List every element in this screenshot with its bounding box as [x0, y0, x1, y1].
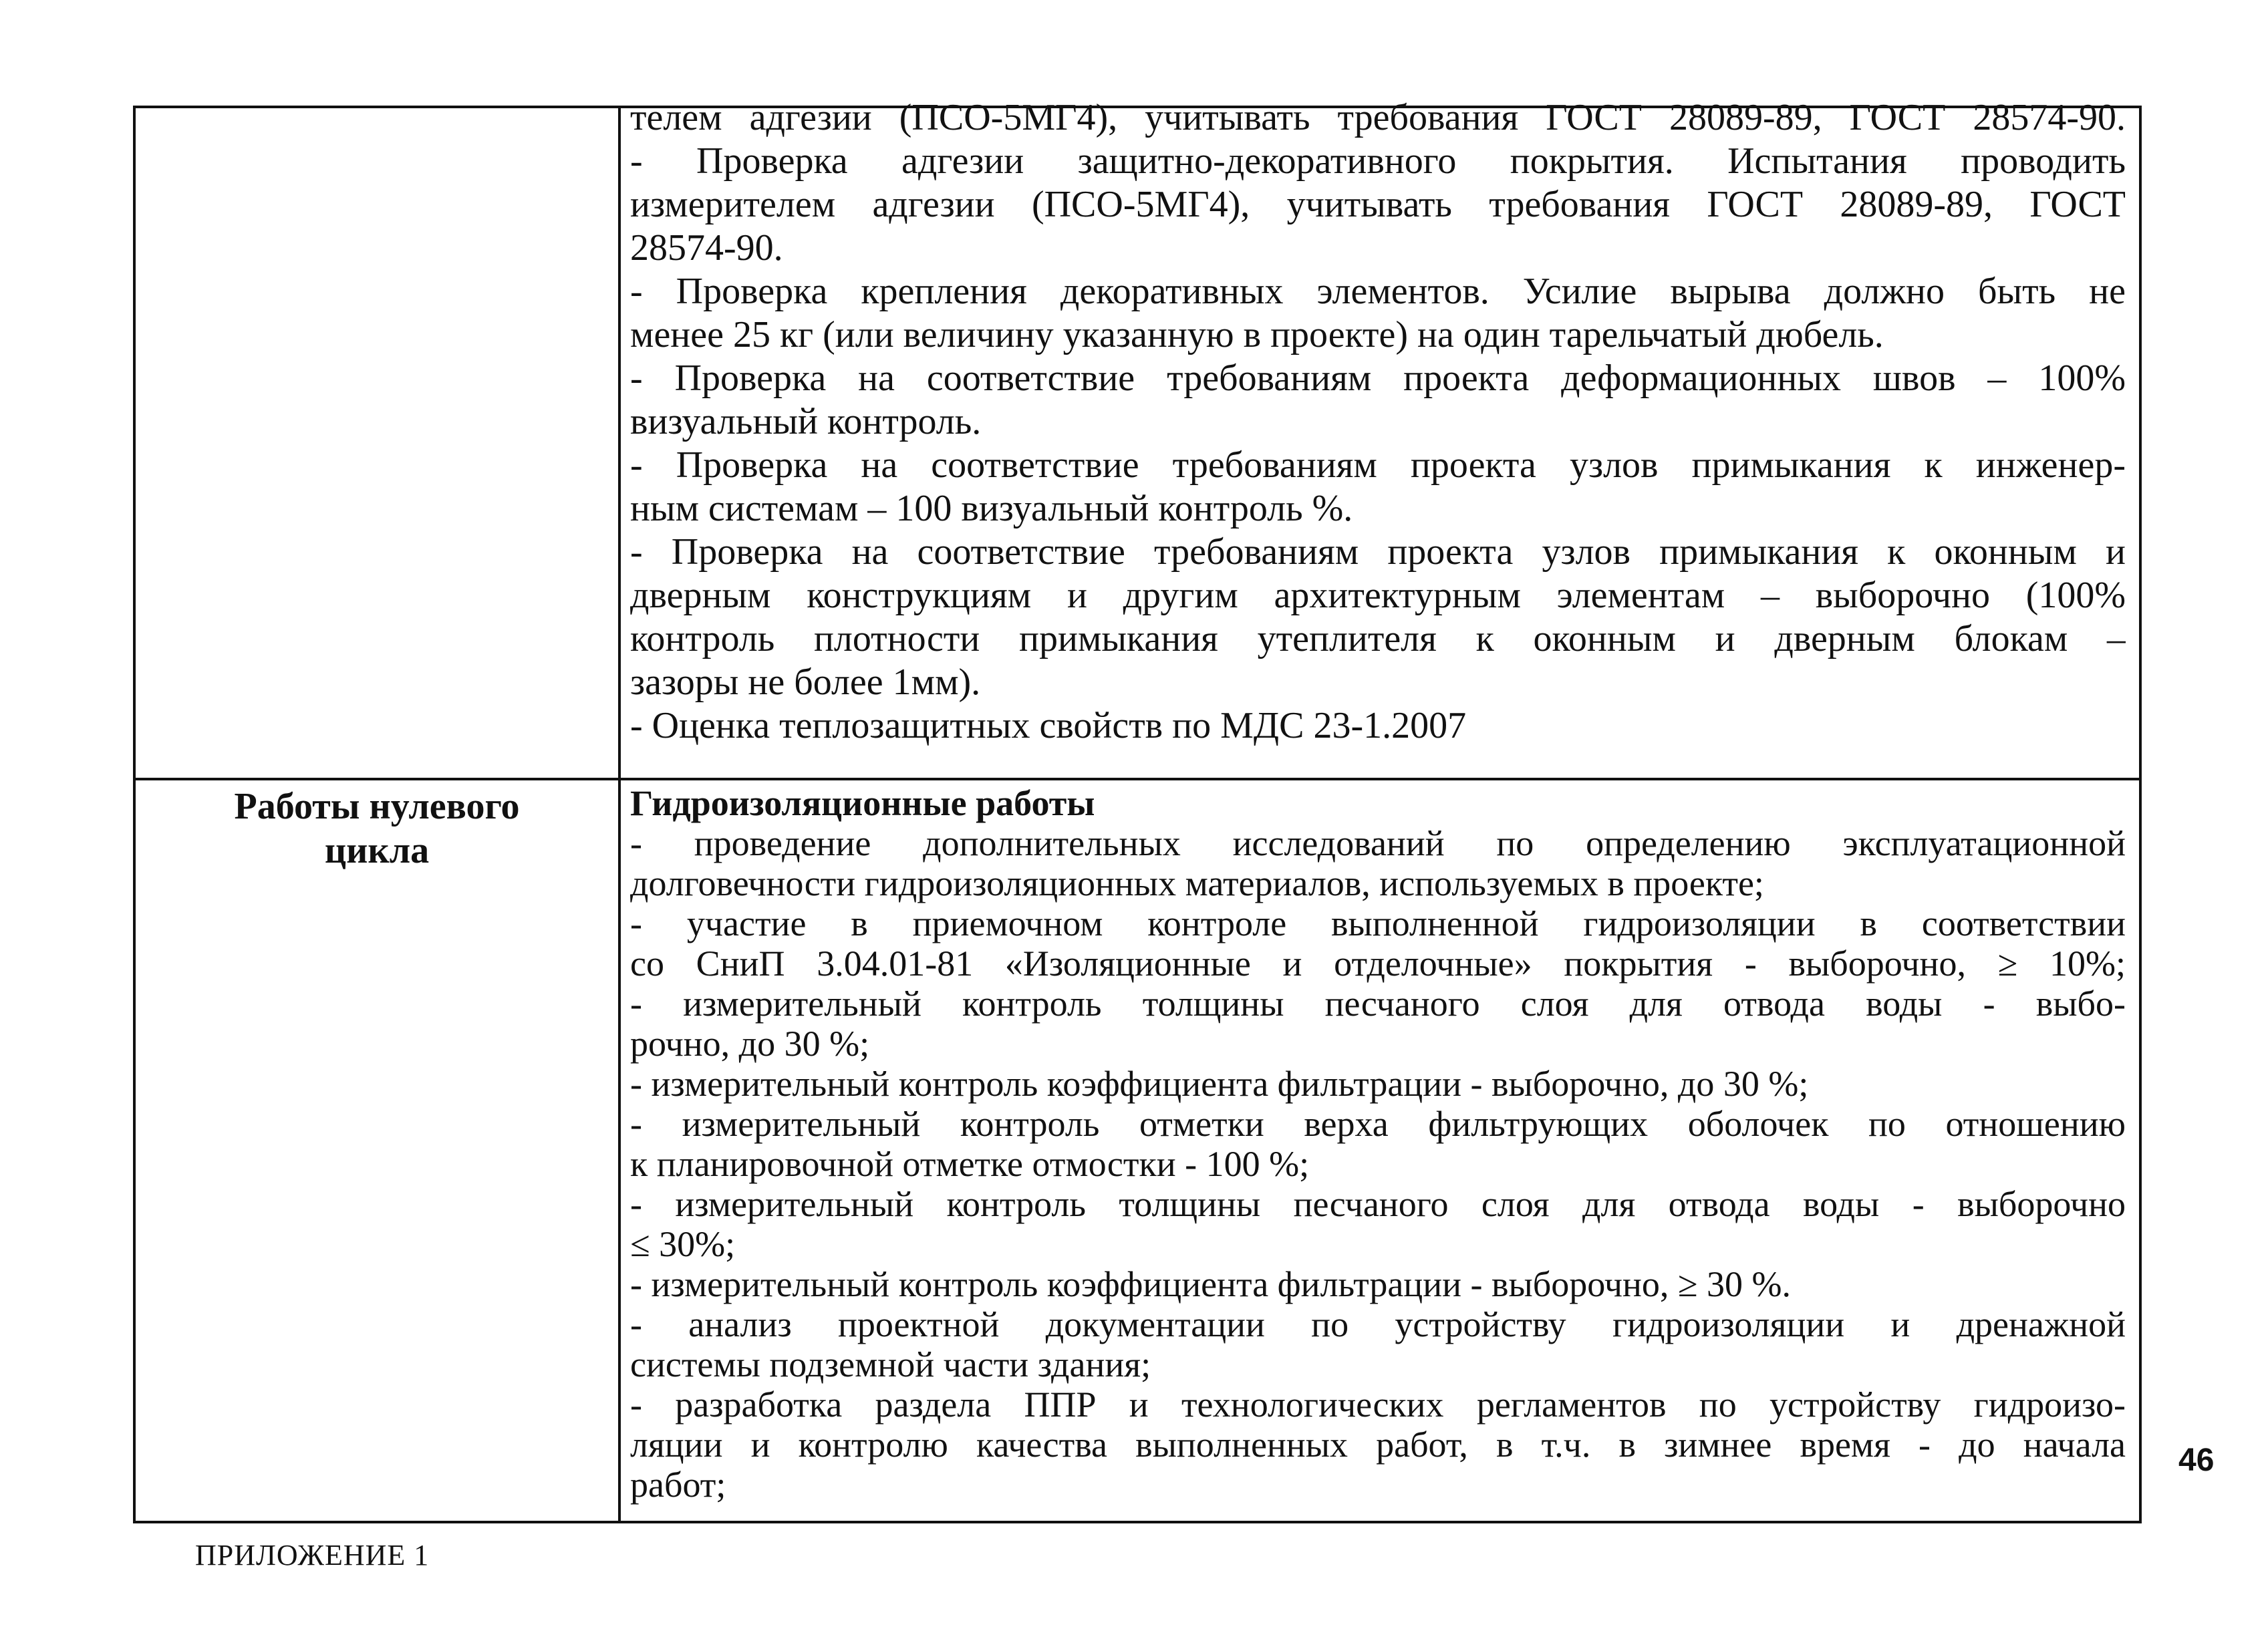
row1-line: визуальный контроль.: [630, 401, 982, 442]
row2-label-cell: [136, 784, 618, 873]
row2-line: - проведение дополнительных исследований по определению эксплуатационной: [630, 823, 2126, 863]
row2-line: ≤ 30%;: [630, 1224, 736, 1264]
row-divider: [136, 778, 2139, 780]
appendix-label: ПРИЛОЖЕНИЕ 1: [195, 1539, 430, 1572]
row2-content-cell: [630, 783, 2126, 1523]
row1-line: зазоры не более 1мм).: [630, 661, 981, 703]
row1-line: дверным конструкциям и другим архитектурным элементам – выборочно (100%: [630, 575, 2126, 616]
row2-line: - участие в приемочном контроле выполненной гидроизоляции в соответствии: [630, 903, 2126, 943]
row2-line: работ;: [630, 1465, 726, 1505]
row1-line: контроль плотности примыкания утеплителя к оконным и дверным блокам –: [630, 618, 2126, 659]
row2-heading: Гидроизоляционные работы: [630, 783, 1095, 823]
column-divider: [618, 108, 621, 1521]
row1-line: - Оценка теплозащитных свойств по МДС 23-1.2007: [630, 705, 1467, 746]
row2-line: рочно, до 30 %;: [630, 1024, 870, 1064]
row2-line: к планировочной отметке отмостки - 100 %;: [630, 1144, 1310, 1184]
row2-line: ляции и контролю качества выполненных работ, в т.ч. в зимнее время - до начала: [630, 1425, 2126, 1465]
row1-line: - Проверка на соответствие требованиям проекта узлов примыкания к оконным и: [630, 531, 2126, 573]
row2-line: системы подземной части здания;: [630, 1344, 1151, 1384]
row1-line: менее 25 кг (или величину указанную в проекте) на один тарельчатый дюбель.: [630, 314, 1884, 355]
row2-line: долговечности гидроизоляционных материалов, используемых в проекте;: [630, 863, 1764, 903]
row1-line: ным системам – 100 визуальный контроль %.: [630, 488, 1353, 529]
row2-line: - анализ проектной документации по устройству гидроизоляции и дренажной: [630, 1304, 2126, 1344]
row2-line: со СниП 3.04.01-81 «Изоляционные и отделочные» покрытия - выборочно, ≥ 10%;: [630, 943, 2126, 984]
page-number: 46: [2178, 1443, 2215, 1478]
row1-content-cell: [630, 96, 2126, 764]
row1-line: - Проверка крепления декоративных элементов. Усилие вырыва должно быть не: [630, 271, 2126, 312]
row2-label-line: Работы нулевого: [234, 786, 520, 827]
row1-line: телем адгезии (ПСО-5МГ4), учитывать требования ГОСТ 28089-89, ГОСТ 28574-90.: [630, 97, 2126, 138]
row2-line: - измерительный контроль толщины песчаного слоя для отвода воды - выбо-: [630, 984, 2126, 1024]
row2-line: - разработка раздела ППР и технологических регламентов по устройству гидроизо-: [630, 1384, 2126, 1425]
row2-line: - измерительный контроль толщины песчаного слоя для отвода воды - выборочно: [630, 1184, 2126, 1224]
row2-line: - измерительный контроль коэффициента фильтрации - выборочно, ≥ 30 %.: [630, 1264, 1792, 1304]
row1-line: 28574-90.: [630, 227, 783, 269]
row1-line: - Проверка на соответствие требованиям проекта узлов примыкания к инженер-: [630, 444, 2126, 486]
row1-line: - Проверка адгезии защитно-декоративного покрытия. Испытания проводить: [630, 140, 2126, 182]
requirements-table: [133, 97, 2142, 1523]
row1-line: измерителем адгезии (ПСО-5МГ4), учитывать требования ГОСТ 28089-89, ГОСТ: [630, 184, 2126, 225]
row2-line: - измерительный контроль коэффициента фильтрации - выборочно, до 30 %;: [630, 1064, 1809, 1104]
row1-line: - Проверка на соответствие требованиям проекта деформационных швов – 100%: [630, 357, 2126, 399]
row2-line: - измерительный контроль отметки верха фильтрующих оболочек по отношению: [630, 1104, 2126, 1144]
row2-label-line: цикла: [324, 830, 430, 871]
